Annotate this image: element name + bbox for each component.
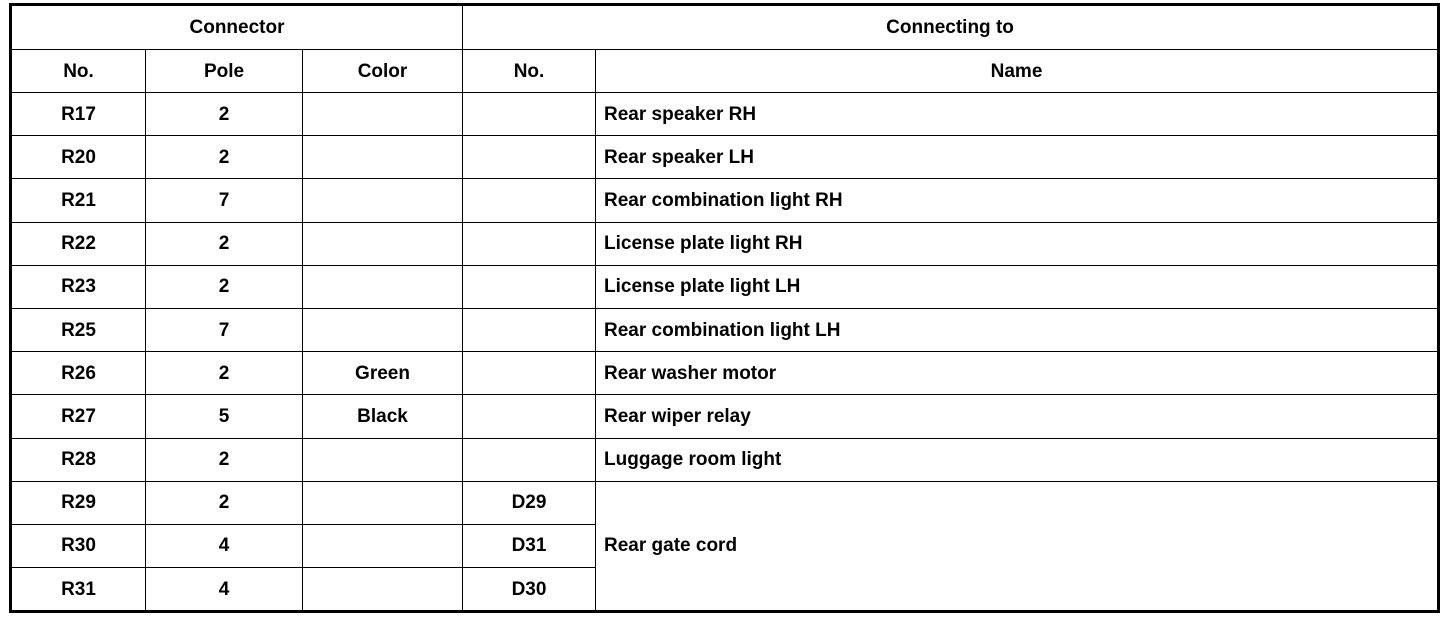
- cell-no: R28: [11, 438, 146, 481]
- cell-to-no: [463, 395, 596, 438]
- table-row: [11, 179, 1439, 222]
- cell-pole: 2: [146, 265, 303, 308]
- cell-color: [303, 568, 463, 612]
- cell-to-no: [463, 93, 596, 136]
- cell-name-merged: Rear gate cord: [596, 481, 1439, 612]
- cell-no: R26: [11, 352, 146, 395]
- cell-no: R22: [11, 222, 146, 265]
- cell-pole: 7: [146, 308, 303, 351]
- cell-name: License plate light RH: [596, 222, 1439, 265]
- cell-color: Black: [303, 395, 463, 438]
- cell-to-no: [463, 265, 596, 308]
- cell-color: [303, 438, 463, 481]
- cell-color: [303, 524, 463, 567]
- table-row: [11, 395, 1439, 438]
- cell-name: Rear combination light LH: [596, 308, 1439, 351]
- cell-to-no: [463, 438, 596, 481]
- cell-no: R25: [11, 308, 146, 351]
- column-header-pole: Pole: [146, 50, 303, 93]
- cell-no: R20: [11, 136, 146, 179]
- table-row: [11, 222, 1439, 265]
- cell-color: [303, 136, 463, 179]
- column-header-name: Name: [596, 50, 1439, 93]
- cell-color: [303, 179, 463, 222]
- cell-to-no: [463, 136, 596, 179]
- cell-name: Rear washer motor: [596, 352, 1439, 395]
- cell-no: R21: [11, 179, 146, 222]
- cell-color: [303, 265, 463, 308]
- cell-color: [303, 308, 463, 351]
- table-row: [11, 136, 1439, 179]
- cell-to-no: [463, 179, 596, 222]
- cell-no: R23: [11, 265, 146, 308]
- connecting-to-group-header: Connecting to: [463, 5, 1439, 50]
- cell-pole: 2: [146, 222, 303, 265]
- cell-no: R29: [11, 481, 146, 524]
- cell-no: R27: [11, 395, 146, 438]
- cell-pole: 2: [146, 438, 303, 481]
- cell-name: Rear speaker RH: [596, 93, 1439, 136]
- table-row: [11, 481, 1439, 524]
- cell-pole: 2: [146, 136, 303, 179]
- cell-no: R17: [11, 93, 146, 136]
- cell-name: Rear combination light RH: [596, 179, 1439, 222]
- column-header-color: Color: [303, 50, 463, 93]
- cell-no: R31: [11, 568, 146, 612]
- column-header-to-no: No.: [463, 50, 596, 93]
- cell-name: Luggage room light: [596, 438, 1439, 481]
- cell-no: R30: [11, 524, 146, 567]
- connector-table: [9, 3, 1440, 613]
- cell-color: [303, 222, 463, 265]
- cell-to-no: D30: [463, 568, 596, 612]
- cell-color: [303, 481, 463, 524]
- column-header-no: No.: [11, 50, 146, 93]
- table-row: [11, 438, 1439, 481]
- cell-to-no: D29: [463, 481, 596, 524]
- cell-name: Rear speaker LH: [596, 136, 1439, 179]
- cell-pole: 4: [146, 524, 303, 567]
- table-row: [11, 308, 1439, 351]
- cell-name: License plate light LH: [596, 265, 1439, 308]
- table-row: [11, 265, 1439, 308]
- cell-pole: 4: [146, 568, 303, 612]
- cell-to-no: [463, 222, 596, 265]
- cell-to-no: D31: [463, 524, 596, 567]
- cell-color: [303, 93, 463, 136]
- cell-pole: 5: [146, 395, 303, 438]
- cell-name: Rear wiper relay: [596, 395, 1439, 438]
- cell-to-no: [463, 352, 596, 395]
- cell-pole: 2: [146, 481, 303, 524]
- cell-pole: 7: [146, 179, 303, 222]
- cell-pole: 2: [146, 352, 303, 395]
- cell-pole: 2: [146, 93, 303, 136]
- cell-to-no: [463, 308, 596, 351]
- table-row: [11, 352, 1439, 395]
- table-row: [11, 93, 1439, 136]
- cell-color: Green: [303, 352, 463, 395]
- connector-group-header: Connector: [11, 5, 463, 50]
